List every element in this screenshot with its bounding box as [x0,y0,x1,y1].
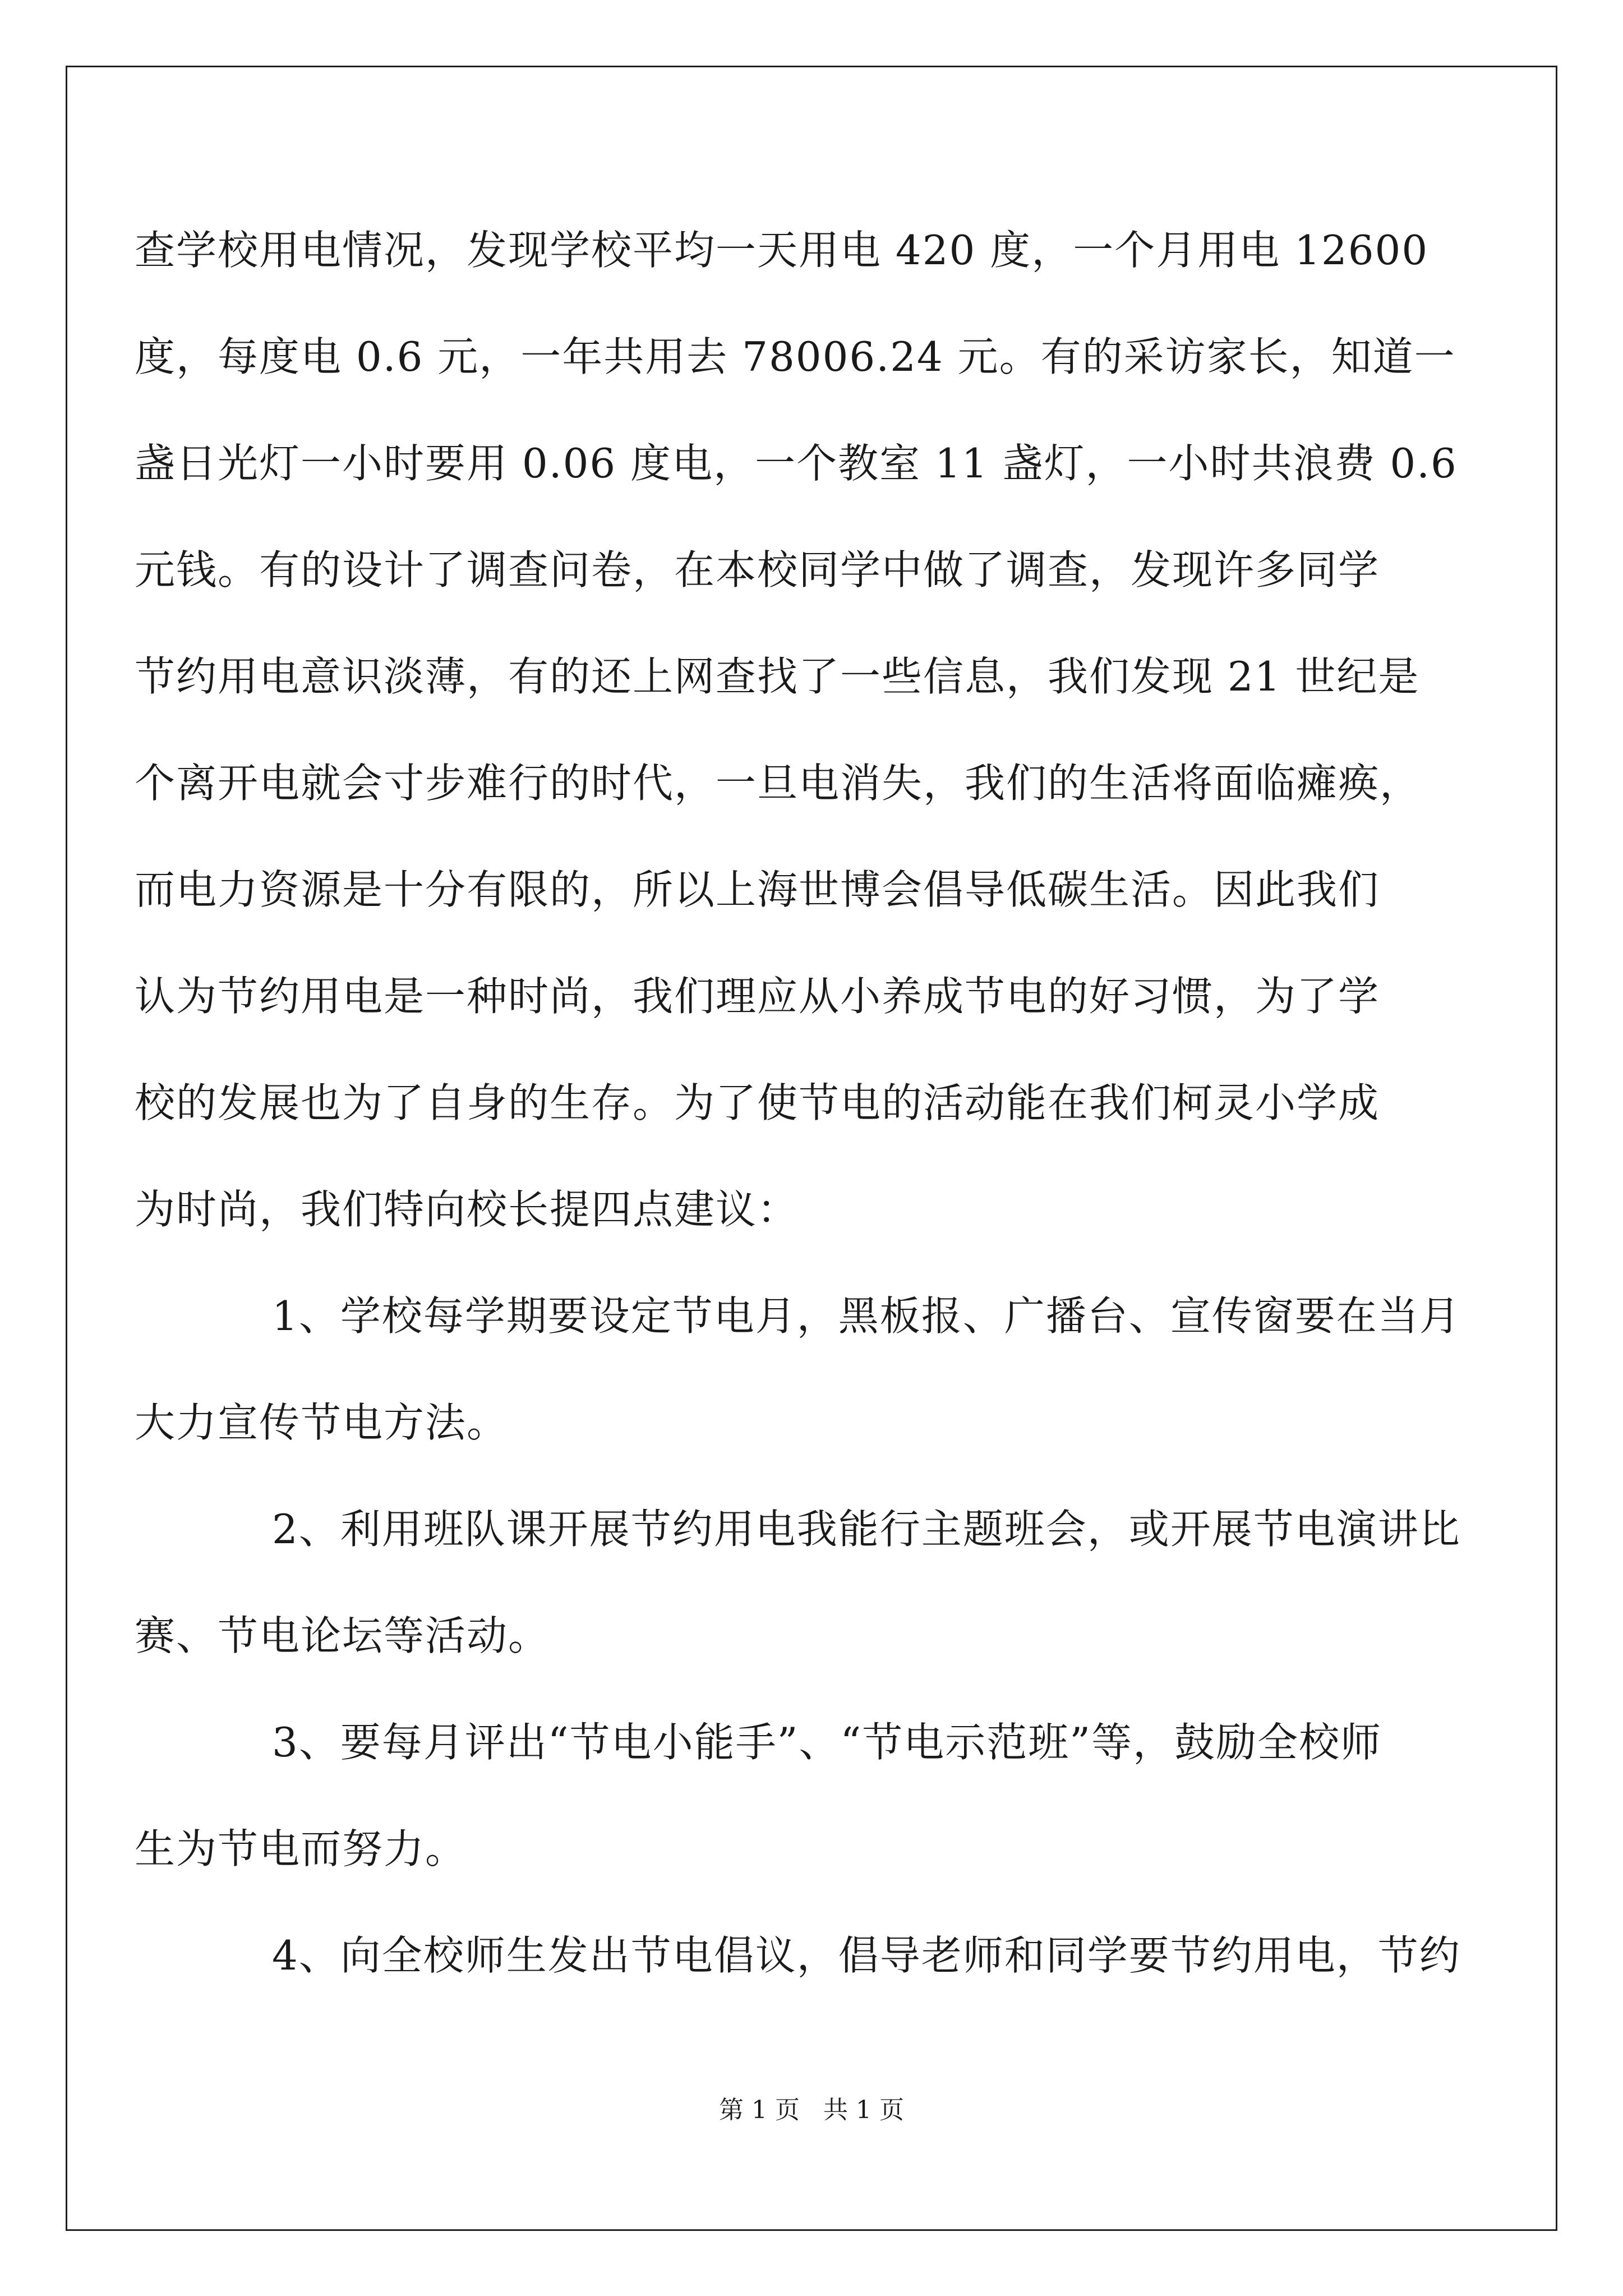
list-item-2-continuation: 赛、节电论坛等活动。 [135,1612,550,1659]
text-line: 查学校用电情况，发现学校平均一天用电 420 度，一个月用电 12600 [135,227,1429,274]
text-line: 而电力资源是十分有限的，所以上海世博会倡导低碳生活。因此我们 [135,866,1380,913]
text-line: 度，每度电 0.6 元，一年共用去 78006.24 元。有的采访家长，知道一 [135,333,1456,380]
list-item-3-line: 3、要每月评出“节电小能手”、“节电示范班”等，鼓励全校师 [272,1719,1382,1766]
list-item-1-continuation: 大力宣传节电方法。 [135,1399,509,1446]
text-line: 节约用电意识淡薄，有的还上网查找了一些信息，我们发现 21 世纪是 [135,653,1420,700]
text-line: 认为节约用电是一种时尚，我们理应从小养成节电的好习惯，为了学 [135,973,1380,1020]
text-line: 个离开电就会寸步难行的时代，一旦电消失，我们的生活将面临瘫痪， [135,760,1422,807]
text-line: 为时尚，我们特向校长提四点建议： [135,1186,799,1233]
text-line: 校的发展也为了自身的生存。为了使节电的活动能在我们柯灵小学成 [135,1079,1380,1126]
list-item-4-line: 4、向全校师生发出节电倡议，倡导老师和同学要节约用电，节约 [272,1932,1461,1979]
page-footer: 第 1 页 共 1 页 [719,2096,904,2124]
text-line: 盏日光灯一小时要用 0.06 度电，一个教室 11 盏灯，一小时共浪费 0.6 [135,440,1458,487]
list-item-1-line: 1、学校每学期要设定节电月，黑板报、广播台、宣传窗要在当月 [272,1292,1461,1340]
text-line: 元钱。有的设计了调查问卷，在本校同学中做了调查，发现许多同学 [135,546,1380,593]
page-border [66,66,1557,2231]
list-item-2-line: 2、利用班队课开展节约用电我能行主题班会，或开展节电演讲比 [272,1506,1461,1553]
list-item-3-continuation: 生为节电而努力。 [135,1825,467,1872]
